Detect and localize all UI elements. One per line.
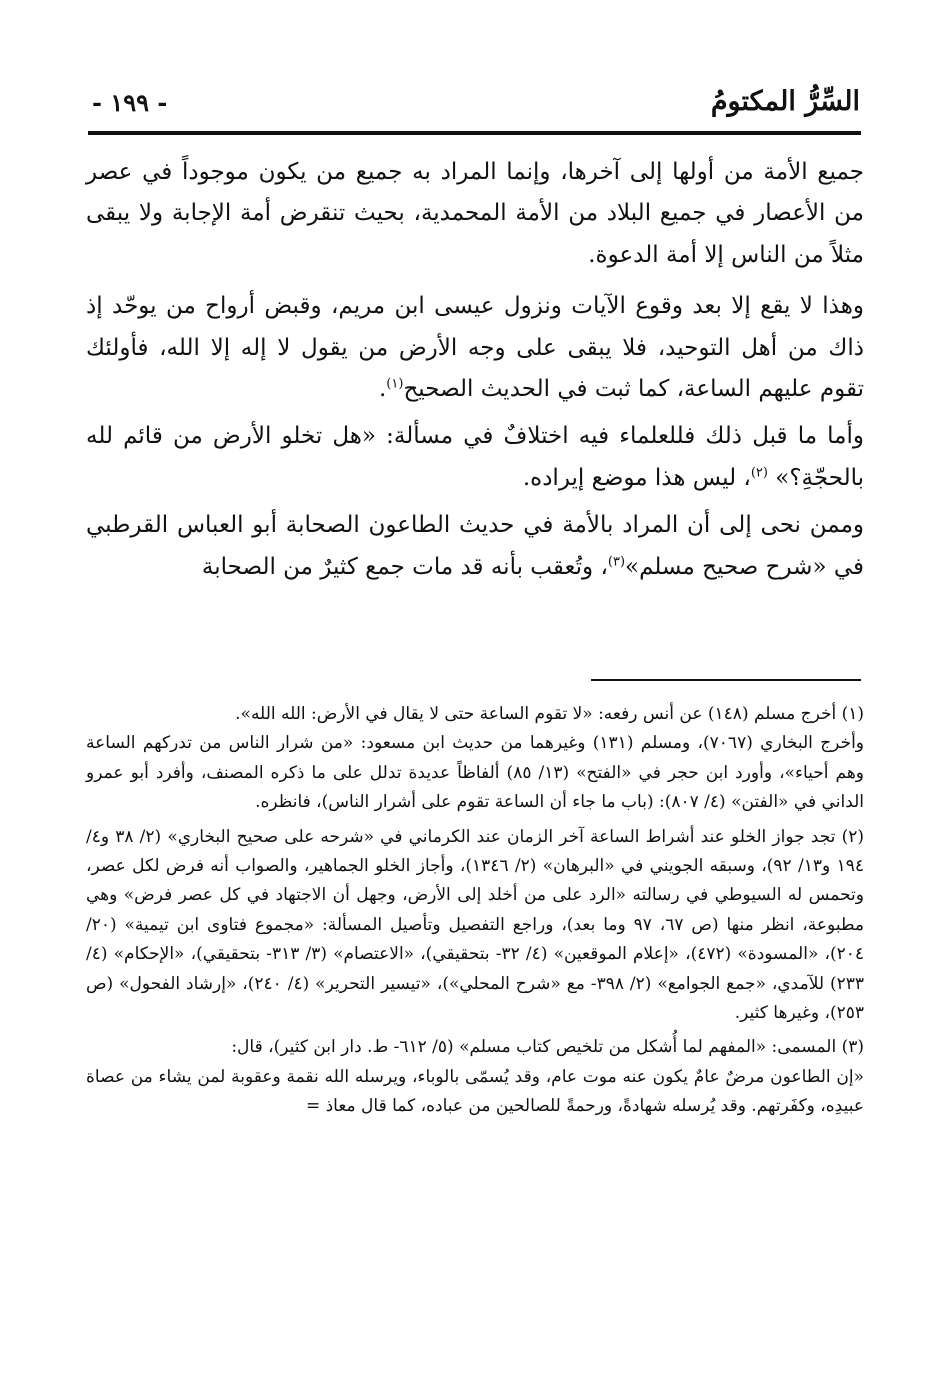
footnote-ref: (١) — [386, 376, 404, 392]
footnote: (٢) تجد جواز الخلو عند أشراط الساعة آخر الزمان عند الكرماني في «شرحه على صحيح البخاري» (٢/ ٣٨ و٤/ ١٩٤ و١٣/ ٩٢)، وسبقه الجويني في «البرهان» (٢/ ١٣٤٦)، وأجاز الخلو الجماهير، والصواب أنه فرض لكل عصر، وتحمس له السيوطي في رسالته «الرد على من أخلد إلى الأرض، وجهل أن الاجتهاد في كل عصر فرض» وهي مطبوعة، انظر منها (ص ٦٧، ٩٧ وما بعد)، وراجع التفصيل وتأصيل المسألة: «مجموع فتاوى ابن تيمية» (٢٠/ ٢٠٤)، «المسودة» (٤٧٢)، «إعلام الموقعين» (٤/ ٣٢- بتحقيقي)، «الاعتصام» (٣/ ٣١٣- بتحقيقي)، «الإحكام» (٤/ ٢٣٣) للآمدي، «جمع الجوامع» (٢/ ٣٩٨- مع «شرح المحلي»)، «تيسير التحرير» (٤/ ٢٤٠)، «إرشاد الفحول» (ص ٢٥٣)، وغيرها كثير. — [86, 826, 865, 1024]
paragraph: وهذا لا يقع إلا بعد وقوع الآيات ونزول عيسى ابن مريم، وقبض أرواح من يوحّد إذ ذاك من أهل التوحيد، فلا يبقى على وجه الأرض من يقول لا إله إلا الله، فأولئك تقوم عليهم الساعة، كما ثبت في الحديث الصحيح$^{(١)}$. — [86, 293, 864, 402]
page-number: - ١٩٩ - — [92, 88, 168, 117]
footnote-ref: (٣) — [607, 553, 626, 569]
main-text — [86, 152, 864, 594]
header-divider — [88, 131, 861, 135]
paragraph-tail: ، وتُعقب بأنه قد مات جمع كثيرٌ من الصحابة — [201, 553, 608, 580]
running-header — [88, 78, 860, 126]
footnote: (٣) المسمى: «المفهم لما أُشكل من تلخيص كتاب مسلم» (٥/ ٦١٢- ط. دار ابن كثير)، قال: — [231, 1037, 864, 1058]
footnote-ref: (٢) — [750, 465, 768, 481]
footnote: وأخرج البخاري (٧٠٦٧)، ومسلم (١٣١) وغيرهما من حديث ابن مسعود: «من شرار الناس من تدركهم الساعة وهم أحياء»، وأورد ابن حجر في «الفتح» (١٣/ ٨٥) ألفاظاً عديدة تدلل على ما ذكره المصنف، وأفرد أبو عمرو الداني في «الفتن» (٤/ ٨٠٧): (باب ما جاء أن الساعة تقوم على أشرار الناس)، فانظره. — [86, 733, 865, 813]
paragraph — [86, 416, 864, 499]
footnote: (١) أخرج مسلم (١٤٨) عن أنس رفعه: «لا تقوم الساعة حتى لا يقال في الأرض: الله الله». — [235, 704, 864, 724]
footnotes — [86, 700, 864, 1127]
paragraph-text: وأما ما قبل ذلك فللعلماء فيه اختلافٌ في مسألة: «هل تخلو الأرض من قائم لله بالحجّةِ؟» — [86, 423, 864, 491]
footnote: «إن الطاعون مرضٌ عامٌ يكون عنه موت عام، وقد يُسمّى بالوباء، ويرسله الله نقمة وعقوبة لمن يشاء من عصاة عبيدِه، وكفَرتهم. وقد يُرسله شهادةً، ورحمةً للصالحين من عباده، كما قال معاذ = — [86, 1066, 864, 1117]
paragraph-text: وممن نحى إلى أن المراد بالأمة في حديث الطاعون الصحابة أبو العباس القرطبي في «شرح صحيح مسلم» — [86, 512, 864, 580]
paragraph: جميع الأمة من أولها إلى آخرها، وإنما المراد به جميع من يكون موجوداً في عصر من الأعصار في جميع البلاد من الأمة المحمدية، بحيث تنقرض أمة الإجابة ولا يبقى مثلاً من الناس إلا أمة الدعوة. — [86, 159, 864, 268]
paragraph-tail: ، ليس هذا موضع إيراده. — [522, 464, 751, 491]
paragraph — [86, 505, 864, 588]
paragraph-text: وهذا لا يقع إلا بعد وقوع الآيات ونزول عيسى ابن مريم، وقبض أرواح من يوحّد إذ ذاك من أهل التوحيد، فلا يبقى على وجه الأرض من يقول لا إله إلا الله، فأولئك تقوم عليهم الساعة، كما ثبت في الحديث الصحيح — [86, 293, 864, 402]
book-title: السِّرُّ المكتومُ — [710, 86, 860, 117]
footnote-divider — [591, 679, 861, 681]
